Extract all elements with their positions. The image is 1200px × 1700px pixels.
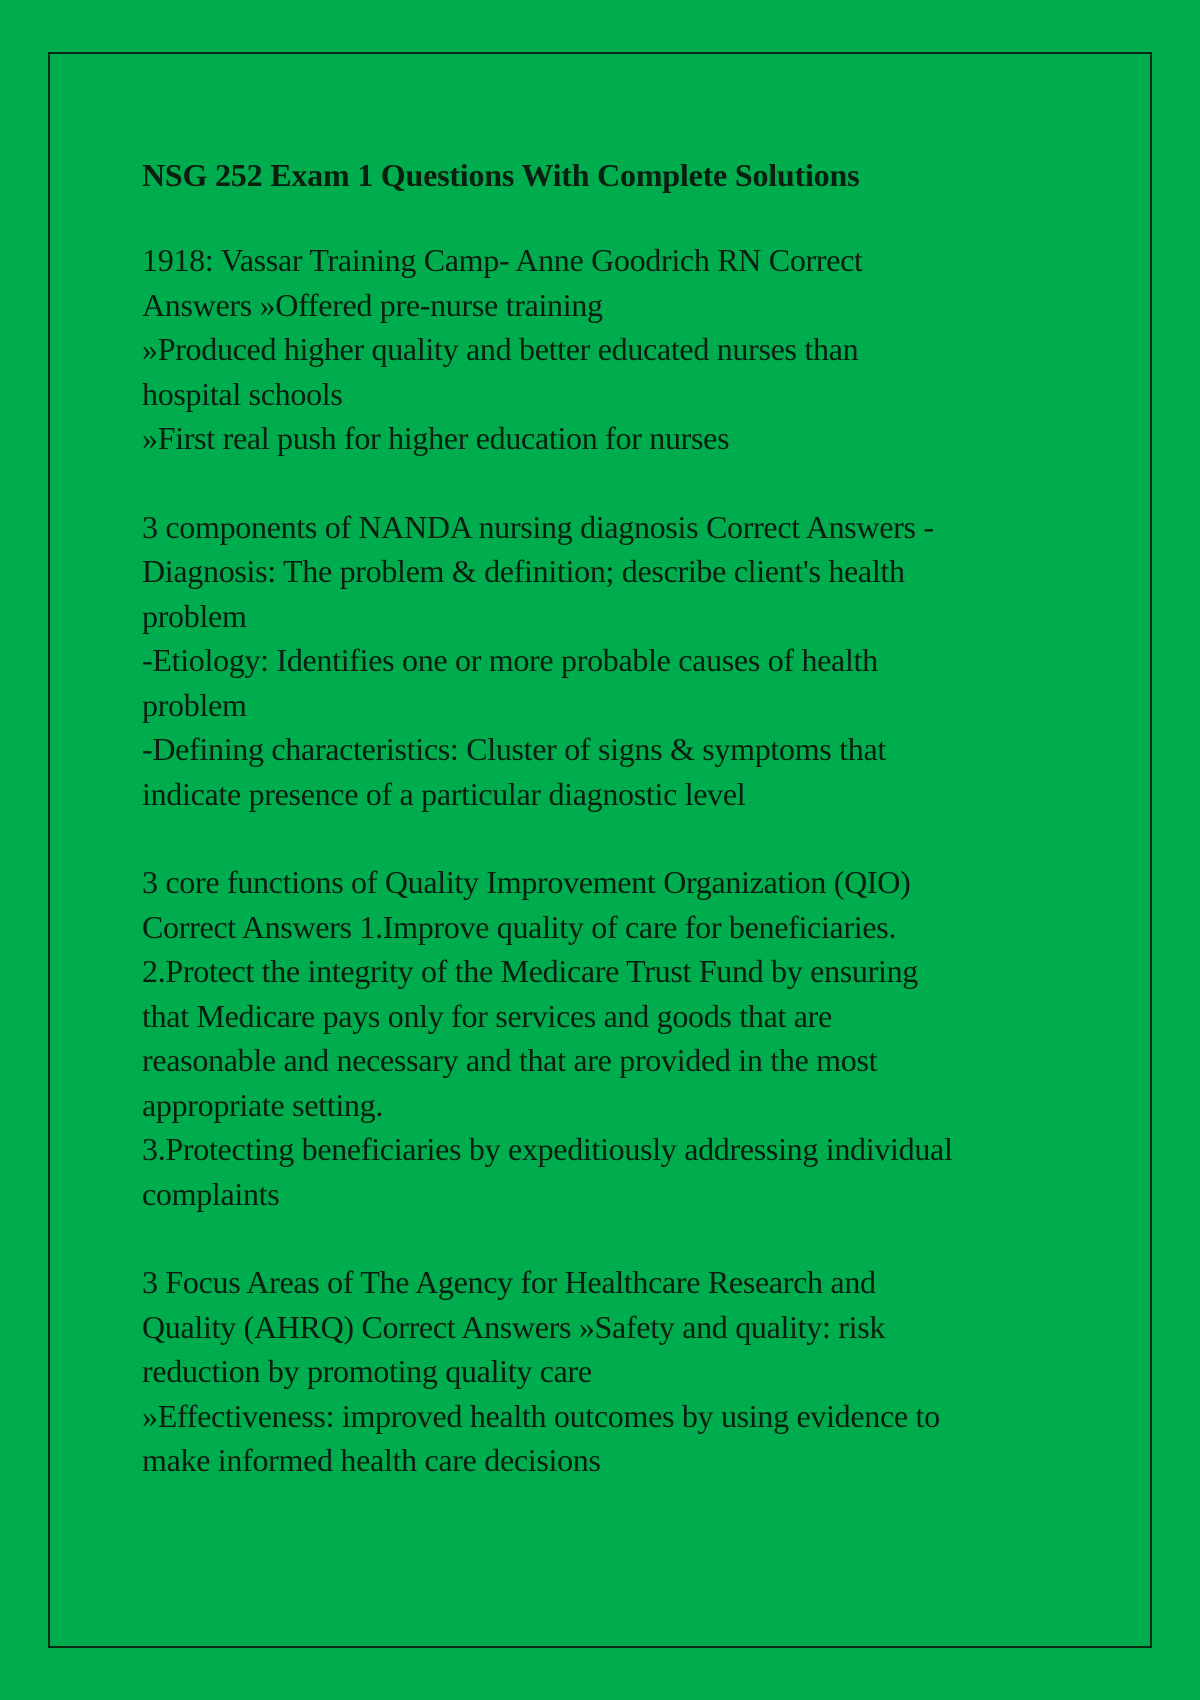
entry-line: »Produced higher quality and better educated nurses than: [142, 331, 859, 367]
entry-line: reduction by promoting quality care: [142, 1353, 592, 1389]
entry-line: Answers »Offered pre-nurse training: [142, 286, 603, 323]
entry-line: »First real push for higher education for nurses: [142, 420, 730, 456]
qa-entry-nanda: [142, 505, 1082, 817]
entry-line: that Medicare pays only for services and goods that are: [142, 997, 832, 1034]
entry-line: hospital schools: [142, 375, 343, 412]
entry-line: problem: [142, 686, 247, 723]
entry-line: reasonable and necessary and that are provided in the most: [142, 1042, 878, 1078]
entry-line: »Effectiveness: improved health outcomes by using evidence to: [142, 1397, 940, 1434]
qa-entry-qio: [142, 860, 1082, 1216]
entry-line: appropriate setting.: [142, 1086, 384, 1123]
entry-line: 3 core functions of Quality Improvement Organization (QIO): [142, 864, 911, 900]
qa-entry-ahrq: [142, 1260, 1082, 1483]
entry-line: 3 components of NANDA nursing diagnosis Correct Answers -: [142, 508, 934, 545]
entry-line: indicate presence of a particular diagnostic level: [142, 775, 746, 812]
entry-line: complaints: [142, 1175, 280, 1212]
entry-line: 3 Focus Areas of The Agency for Healthcare Research and: [142, 1264, 876, 1300]
entry-line: 2.Protect the integrity of the Medicare Trust Fund by ensuring: [142, 953, 918, 989]
entry-line: -Etiology: Identifies one or more probable causes of health: [142, 642, 878, 678]
entry-line: Quality (AHRQ) Correct Answers »Safety and quality: risk: [142, 1308, 886, 1345]
entry-line: Diagnosis: The problem & definition; describe client's health: [142, 553, 905, 589]
document-content: [142, 150, 1082, 1527]
entry-line: -Defining characteristics: Cluster of signs & symptoms that: [142, 731, 886, 767]
entry-line: problem: [142, 597, 247, 634]
entry-line: make informed health care decisions: [142, 1442, 601, 1478]
entry-line: Correct Answers 1.Improve quality of care for beneficiaries.: [142, 908, 897, 945]
entry-line: 3.Protecting beneficiaries by expeditiously addressing individual: [142, 1131, 953, 1167]
document-title: NSG 252 Exam 1 Questions With Complete Solutions: [142, 157, 860, 193]
entry-line: 1918: Vassar Training Camp- Anne Goodrich RN Correct: [142, 242, 863, 278]
qa-entry-vassar: [142, 238, 1082, 461]
